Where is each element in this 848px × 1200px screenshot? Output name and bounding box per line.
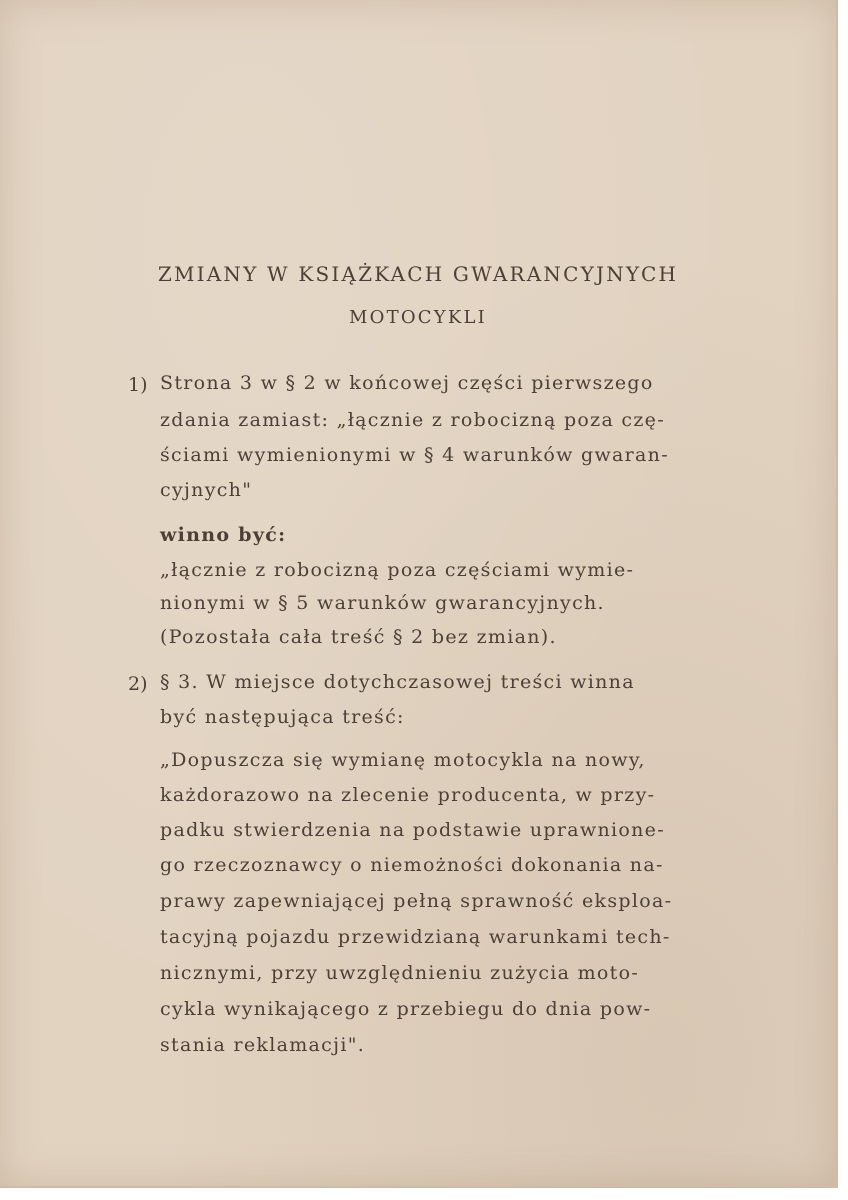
item-1-line: Strona 3 w § 2 w końcowej części pierwszego <box>160 372 654 394</box>
document-title-line-1: ZMIANY W KSIĄŻKACH GWARANCYJNYCH <box>157 262 679 286</box>
item-1-quote-line: (Pozostała cała treść § 2 bez zmian). <box>160 626 557 648</box>
item-1-line: ściami wymienionymi w § 4 warunków gwaran- <box>160 444 669 466</box>
item-2-quote-line: stania reklamacji". <box>160 1034 366 1056</box>
item-2-line: § 3. W miejsce dotychczasowej treści winna <box>160 671 635 693</box>
item-2-quote-line: go rzeczoznawcy o niemożności dokonania na- <box>160 854 664 876</box>
item-1-quote-line: „łącznie z robocizną poza częściami wymie- <box>160 559 635 581</box>
item-2-quote-line: prawy zapewniającej pełną sprawność eksploa- <box>160 890 673 912</box>
item-1-label: winno być: <box>160 524 287 546</box>
document-title-line-2: MOTOCYKLI <box>349 307 487 328</box>
item-2-quote-line: każdorazowo na zlecenie producenta, w przy- <box>160 784 656 806</box>
item-1-line: zdania zamiast: „łącznie z robocizną poza czę- <box>160 409 665 431</box>
item-1-number: 1) <box>128 374 148 396</box>
item-2-quote-line: tacyjną pojazdu przewidzianą warunkami tech- <box>160 926 671 948</box>
item-2-quote-line: nicznymi, przy uwzględnieniu zużycia moto- <box>160 962 640 984</box>
item-2-quote-line: „Dopuszcza się wymianę motocykla na nowy, <box>160 749 646 771</box>
item-2-number: 2) <box>128 673 148 695</box>
item-2-quote-line: padku stwierdzenia na podstawie uprawnione- <box>160 819 665 841</box>
item-1-line: cyjnych" <box>160 479 253 501</box>
item-2-quote-line: cykla wynikającego z przebiegu do dnia pow- <box>160 998 652 1020</box>
item-1-quote-line: nionymi w § 5 warunków gwarancyjnych. <box>160 592 605 614</box>
item-2-line: być następująca treść: <box>160 706 405 728</box>
